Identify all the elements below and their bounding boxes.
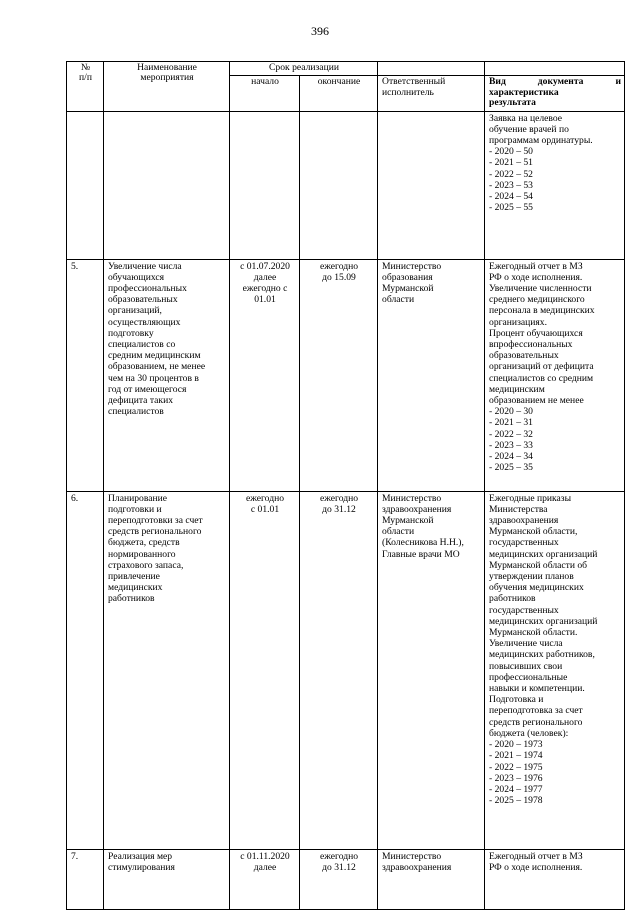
text-line: Подготовка и bbox=[489, 694, 544, 706]
text-line: ежегодно bbox=[245, 492, 285, 504]
text-line: Ежегодные приказы bbox=[489, 492, 572, 504]
page-number: 396 bbox=[311, 24, 329, 38]
text-line: средств регионального bbox=[489, 716, 583, 728]
text-line: обучающихся bbox=[108, 271, 165, 283]
text-line: Процент обучающихся bbox=[489, 327, 583, 339]
text-line: - 2023 – 53 bbox=[489, 179, 533, 191]
text-line: медицинских организаций bbox=[489, 548, 598, 560]
text-line: - 2021 – 51 bbox=[489, 157, 533, 169]
text-line: с 01.11.2020 bbox=[240, 850, 290, 862]
text-line: подготовку bbox=[108, 327, 154, 339]
text-line: организациях. bbox=[489, 316, 547, 328]
text-line: - 2020 – 30 bbox=[489, 406, 533, 418]
text-line: здравоохранения bbox=[489, 515, 559, 527]
table-row bbox=[67, 259, 625, 491]
text-line: средств регионального bbox=[108, 526, 202, 538]
table-row bbox=[67, 111, 625, 259]
cell-document bbox=[485, 111, 625, 259]
text-line: специалистов со средним bbox=[489, 372, 594, 384]
header-blank-doc bbox=[485, 62, 625, 76]
cell-start bbox=[230, 849, 300, 909]
measures-table bbox=[66, 61, 625, 910]
text-line: нормированного bbox=[108, 548, 176, 560]
cell-document bbox=[485, 259, 625, 491]
text-line: бюджета (человек): bbox=[489, 727, 569, 739]
header-responsible: Ответственный исполнитель bbox=[378, 76, 485, 111]
cell-number: 7. bbox=[67, 849, 104, 909]
text-line: области bbox=[382, 526, 415, 538]
table-row bbox=[67, 849, 625, 909]
text-line: - 2022 – 52 bbox=[489, 168, 533, 180]
text-line: Министерство bbox=[382, 492, 442, 504]
text-line: РФ о ходе исполнения. bbox=[489, 271, 583, 283]
text-line: стимулирования bbox=[108, 861, 175, 873]
text-line: - 2025 – 35 bbox=[489, 462, 533, 474]
text-line: 01.01 bbox=[254, 294, 276, 306]
text-line: переподготовка за счет bbox=[489, 705, 583, 717]
text-line: работников bbox=[108, 593, 155, 605]
text-line: - 2025 – 1978 bbox=[489, 795, 543, 807]
text-line: медицинским bbox=[489, 383, 545, 395]
header-measure-name: Наименование мероприятия bbox=[104, 62, 230, 112]
text-line: образованием, не менее bbox=[108, 361, 206, 373]
table-row bbox=[67, 491, 625, 849]
text-line: ежегодно bbox=[319, 492, 359, 504]
text-line: осуществляющих bbox=[108, 316, 181, 328]
text-line: Увеличение численности bbox=[489, 283, 592, 295]
text-line: далее bbox=[253, 271, 277, 283]
cell-document bbox=[485, 849, 625, 909]
text-line: - 2022 – 1975 bbox=[489, 761, 543, 773]
cell-end bbox=[300, 849, 378, 909]
text-line: - 2024 – 54 bbox=[489, 191, 533, 203]
text-line: Мурманской области, bbox=[489, 526, 578, 538]
header-start: начало bbox=[230, 76, 300, 111]
text-line: повысивших свои bbox=[489, 660, 563, 672]
text-line: с 01.07.2020 bbox=[240, 260, 290, 272]
text-line: с 01.01 bbox=[250, 503, 280, 515]
text-line: Ежегодный отчет в МЗ bbox=[489, 260, 583, 272]
text-line: привлечение bbox=[108, 571, 160, 583]
text-line: до 31.12 bbox=[322, 861, 356, 873]
text-line: Планирование bbox=[108, 492, 168, 504]
text-line: специалистов bbox=[108, 406, 164, 418]
text-line: Главные врачи МО bbox=[382, 548, 460, 560]
text-line: здравоохранения bbox=[382, 861, 452, 873]
cell-measure-name bbox=[104, 849, 230, 909]
cell-responsible bbox=[378, 491, 485, 849]
text-line: государственных bbox=[489, 537, 559, 549]
text-line: Мурманской области об bbox=[489, 559, 588, 571]
text-line: бюджета, средств bbox=[108, 537, 180, 549]
text-line: - 2024 – 1977 bbox=[489, 783, 543, 795]
text-line: образовательных bbox=[108, 294, 178, 306]
text-line: (Колесникова Н.Н.), bbox=[382, 537, 464, 549]
text-line: здравоохранения bbox=[382, 503, 452, 515]
cell-measure-name bbox=[104, 259, 230, 491]
text-line: среднего медицинского bbox=[489, 294, 585, 306]
cell-measure-name bbox=[104, 491, 230, 849]
text-line: медицинских работников, bbox=[489, 649, 595, 661]
text-line: РФ о ходе исполнения. bbox=[489, 861, 583, 873]
text-line: организаций, bbox=[108, 305, 162, 317]
text-line: - 2020 – 50 bbox=[489, 146, 533, 158]
text-line: Увеличение числа bbox=[489, 638, 563, 650]
text-line: переподготовки за счет bbox=[108, 515, 203, 527]
text-line: до 15.09 bbox=[322, 271, 356, 283]
text-line: до 31.12 bbox=[322, 503, 356, 515]
text-line: образованием не менее bbox=[489, 395, 584, 407]
text-line: - 2021 – 1974 bbox=[489, 750, 543, 762]
text-line: - 2023 – 33 bbox=[489, 439, 533, 451]
text-line: чем на 30 процентов в bbox=[108, 372, 199, 384]
text-line: Мурманской области. bbox=[489, 627, 578, 639]
text-line: год от имеющегося bbox=[108, 383, 187, 395]
cell-start bbox=[230, 259, 300, 491]
text-line: - 2024 – 34 bbox=[489, 451, 533, 463]
text-line: Увеличение числа bbox=[108, 260, 182, 272]
cell-start bbox=[230, 491, 300, 849]
cell-responsible bbox=[378, 259, 485, 491]
text-line: образовательных bbox=[489, 350, 559, 362]
text-line: работников bbox=[489, 593, 536, 605]
text-line: Министерство bbox=[382, 260, 442, 272]
text-line: Реализация мер bbox=[108, 850, 173, 862]
cell-number bbox=[67, 111, 104, 259]
text-line: Мурманской bbox=[382, 283, 434, 295]
cell-start bbox=[230, 111, 300, 259]
text-line: утверждении планов bbox=[489, 571, 574, 583]
text-line: персонала в медицинских bbox=[489, 305, 595, 317]
text-line: средним медицинским bbox=[108, 350, 201, 362]
text-line: Министерство bbox=[382, 850, 442, 862]
header-document: Вид документа и характеристика результата bbox=[485, 76, 625, 111]
text-line: Ежегодный отчет в МЗ bbox=[489, 850, 583, 862]
cell-responsible bbox=[378, 111, 485, 259]
text-line: медицинских организаций bbox=[489, 615, 598, 627]
text-line: области bbox=[382, 294, 415, 306]
text-line: ежегодно с bbox=[242, 283, 288, 295]
text-line: навыки и компетенции. bbox=[489, 683, 585, 695]
text-line: профессиональных bbox=[108, 283, 187, 295]
text-line: ежегодно bbox=[319, 850, 359, 862]
cell-number: 6. bbox=[67, 491, 104, 849]
text-line: государственных bbox=[489, 604, 559, 616]
cell-document bbox=[485, 491, 625, 849]
text-line: обучение врачей по bbox=[489, 123, 569, 135]
cell-number: 5. bbox=[67, 259, 104, 491]
header-blank-resp bbox=[378, 62, 485, 76]
text-line: медицинских bbox=[108, 582, 163, 594]
text-line: Мурманской bbox=[382, 515, 434, 527]
text-line: - 2020 – 1973 bbox=[489, 739, 543, 751]
text-line: - 2025 – 55 bbox=[489, 202, 533, 214]
cell-responsible bbox=[378, 849, 485, 909]
cell-measure-name bbox=[104, 111, 230, 259]
cell-end bbox=[300, 259, 378, 491]
text-line: - 2021 – 31 bbox=[489, 417, 533, 429]
text-line: образования bbox=[382, 271, 433, 283]
text-line: Министерства bbox=[489, 503, 548, 515]
header-end: окончание bbox=[300, 76, 378, 111]
cell-end bbox=[300, 111, 378, 259]
text-line: ежегодно bbox=[319, 260, 359, 272]
text-line: подготовки и bbox=[108, 503, 162, 515]
text-line: обучения медицинских bbox=[489, 582, 584, 594]
text-line: впрофессиональных bbox=[489, 339, 573, 351]
header-period: Срок реализации bbox=[230, 62, 378, 76]
text-line: специалистов со bbox=[108, 339, 176, 351]
text-line: далее bbox=[253, 861, 277, 873]
text-line: дефицита таких bbox=[108, 395, 174, 407]
text-line: Заявка на целевое bbox=[489, 112, 563, 124]
text-line: организаций от дефицита bbox=[489, 361, 594, 373]
text-line: - 2022 – 32 bbox=[489, 428, 533, 440]
cell-end bbox=[300, 491, 378, 849]
text-line: профессиональные bbox=[489, 671, 568, 683]
header-number: № п/п bbox=[67, 62, 104, 112]
text-line: страхового запаса, bbox=[108, 559, 184, 571]
text-line: программам ординатуры. bbox=[489, 135, 593, 147]
text-line: - 2023 – 1976 bbox=[489, 772, 543, 784]
